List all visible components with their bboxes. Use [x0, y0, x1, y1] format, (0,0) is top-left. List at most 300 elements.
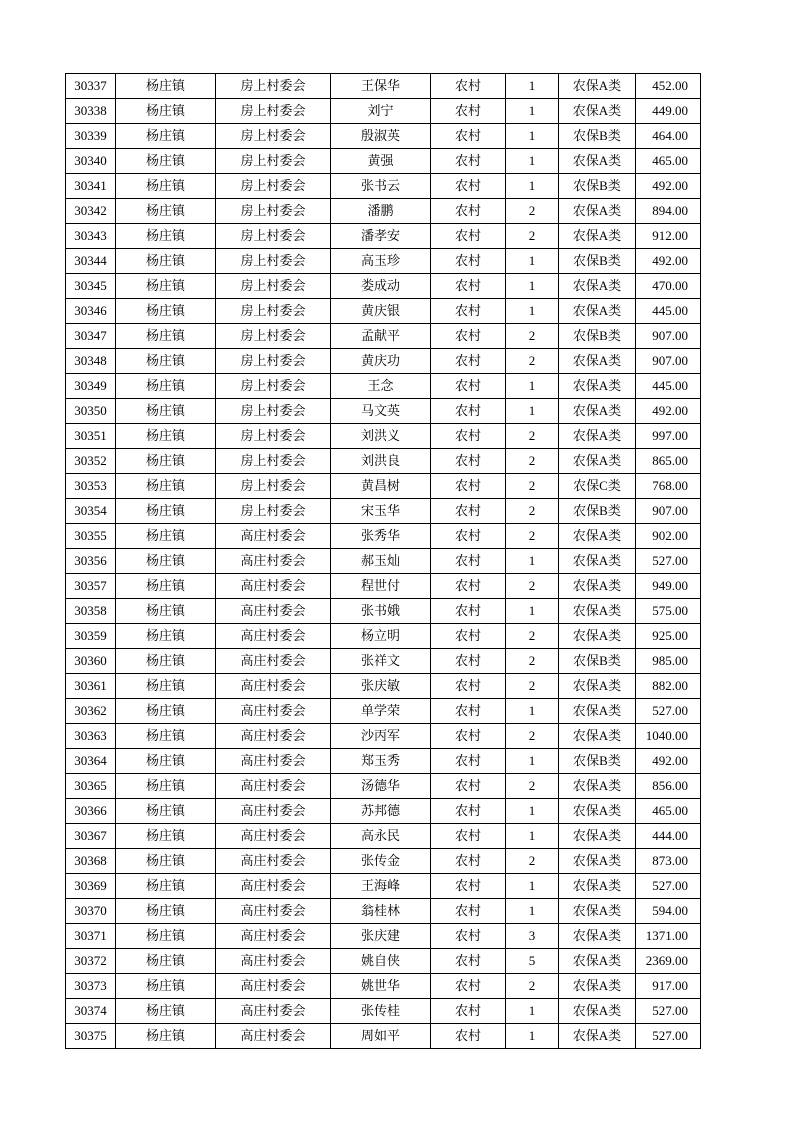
cell-village-committee: 房上村委会 [216, 224, 331, 249]
cell-person-count: 1 [506, 899, 559, 924]
cell-name: 王海峰 [331, 874, 431, 899]
cell-amount: 873.00 [636, 849, 701, 874]
cell-town: 杨庄镇 [116, 874, 216, 899]
table-row [66, 599, 701, 624]
cell-town: 杨庄镇 [116, 599, 216, 624]
cell-town: 杨庄镇 [116, 99, 216, 124]
cell-insurance-category: 农保A类 [559, 599, 636, 624]
cell-id: 30347 [66, 324, 116, 349]
cell-residence-type: 农村 [431, 349, 506, 374]
cell-residence-type: 农村 [431, 974, 506, 999]
cell-village-committee: 房上村委会 [216, 324, 331, 349]
cell-name: 张传金 [331, 849, 431, 874]
cell-residence-type: 农村 [431, 999, 506, 1024]
cell-insurance-category: 农保A类 [559, 424, 636, 449]
table-row [66, 449, 701, 474]
cell-town: 杨庄镇 [116, 499, 216, 524]
cell-name: 张秀华 [331, 524, 431, 549]
cell-town: 杨庄镇 [116, 624, 216, 649]
cell-insurance-category: 农保A类 [559, 874, 636, 899]
cell-residence-type: 农村 [431, 99, 506, 124]
cell-name: 潘鹏 [331, 199, 431, 224]
cell-village-committee: 房上村委会 [216, 499, 331, 524]
cell-town: 杨庄镇 [116, 649, 216, 674]
table-row [66, 999, 701, 1024]
cell-residence-type: 农村 [431, 1024, 506, 1049]
cell-id: 30354 [66, 499, 116, 524]
cell-id: 30362 [66, 699, 116, 724]
cell-village-committee: 房上村委会 [216, 174, 331, 199]
cell-town: 杨庄镇 [116, 274, 216, 299]
cell-insurance-category: 农保A类 [559, 949, 636, 974]
cell-amount: 949.00 [636, 574, 701, 599]
cell-amount: 912.00 [636, 224, 701, 249]
cell-name: 王保华 [331, 74, 431, 99]
cell-person-count: 2 [506, 674, 559, 699]
cell-insurance-category: 农保B类 [559, 174, 636, 199]
cell-insurance-category: 农保B类 [559, 249, 636, 274]
cell-name: 张书娥 [331, 599, 431, 624]
cell-residence-type: 农村 [431, 949, 506, 974]
cell-town: 杨庄镇 [116, 249, 216, 274]
cell-id: 30353 [66, 474, 116, 499]
cell-insurance-category: 农保A类 [559, 199, 636, 224]
cell-person-count: 2 [506, 649, 559, 674]
cell-amount: 445.00 [636, 299, 701, 324]
cell-person-count: 1 [506, 99, 559, 124]
cell-residence-type: 农村 [431, 224, 506, 249]
cell-id: 30343 [66, 224, 116, 249]
cell-village-committee: 高庄村委会 [216, 774, 331, 799]
cell-person-count: 2 [506, 224, 559, 249]
cell-amount: 768.00 [636, 474, 701, 499]
cell-town: 杨庄镇 [116, 74, 216, 99]
table-row [66, 549, 701, 574]
cell-id: 30363 [66, 724, 116, 749]
cell-amount: 527.00 [636, 549, 701, 574]
table-row [66, 524, 701, 549]
cell-name: 黄强 [331, 149, 431, 174]
cell-amount: 470.00 [636, 274, 701, 299]
cell-residence-type: 农村 [431, 749, 506, 774]
cell-person-count: 1 [506, 299, 559, 324]
cell-name: 周如平 [331, 1024, 431, 1049]
cell-insurance-category: 农保A类 [559, 449, 636, 474]
cell-amount: 575.00 [636, 599, 701, 624]
cell-amount: 492.00 [636, 174, 701, 199]
cell-residence-type: 农村 [431, 774, 506, 799]
cell-person-count: 1 [506, 999, 559, 1024]
cell-insurance-category: 农保B类 [559, 499, 636, 524]
cell-town: 杨庄镇 [116, 1024, 216, 1049]
cell-person-count: 1 [506, 249, 559, 274]
cell-insurance-category: 农保A类 [559, 149, 636, 174]
cell-amount: 527.00 [636, 1024, 701, 1049]
cell-village-committee: 房上村委会 [216, 299, 331, 324]
cell-residence-type: 农村 [431, 574, 506, 599]
table-row [66, 674, 701, 699]
cell-amount: 902.00 [636, 524, 701, 549]
cell-amount: 492.00 [636, 749, 701, 774]
cell-insurance-category: 农保A类 [559, 724, 636, 749]
cell-name: 翁桂林 [331, 899, 431, 924]
cell-insurance-category: 农保B类 [559, 324, 636, 349]
cell-name: 单学荣 [331, 699, 431, 724]
cell-person-count: 1 [506, 399, 559, 424]
cell-person-count: 2 [506, 974, 559, 999]
cell-id: 30364 [66, 749, 116, 774]
cell-id: 30342 [66, 199, 116, 224]
cell-id: 30367 [66, 824, 116, 849]
cell-town: 杨庄镇 [116, 324, 216, 349]
cell-insurance-category: 农保A类 [559, 774, 636, 799]
cell-residence-type: 农村 [431, 249, 506, 274]
cell-id: 30374 [66, 999, 116, 1024]
cell-insurance-category: 农保A类 [559, 674, 636, 699]
cell-person-count: 1 [506, 74, 559, 99]
cell-amount: 856.00 [636, 774, 701, 799]
table-row [66, 774, 701, 799]
cell-town: 杨庄镇 [116, 574, 216, 599]
cell-village-committee: 高庄村委会 [216, 524, 331, 549]
cell-residence-type: 农村 [431, 199, 506, 224]
cell-village-committee: 高庄村委会 [216, 799, 331, 824]
cell-name: 刘洪义 [331, 424, 431, 449]
cell-name: 高永民 [331, 824, 431, 849]
cell-amount: 894.00 [636, 199, 701, 224]
cell-residence-type: 农村 [431, 424, 506, 449]
cell-name: 张庆建 [331, 924, 431, 949]
cell-residence-type: 农村 [431, 624, 506, 649]
cell-residence-type: 农村 [431, 274, 506, 299]
cell-id: 30344 [66, 249, 116, 274]
cell-village-committee: 房上村委会 [216, 74, 331, 99]
cell-person-count: 1 [506, 374, 559, 399]
cell-town: 杨庄镇 [116, 924, 216, 949]
cell-insurance-category: 农保A类 [559, 99, 636, 124]
table-sheet [65, 73, 701, 1049]
cell-amount: 527.00 [636, 874, 701, 899]
cell-insurance-category: 农保A类 [559, 374, 636, 399]
cell-village-committee: 房上村委会 [216, 349, 331, 374]
cell-amount: 449.00 [636, 99, 701, 124]
cell-village-committee: 房上村委会 [216, 424, 331, 449]
cell-amount: 865.00 [636, 449, 701, 474]
cell-town: 杨庄镇 [116, 524, 216, 549]
cell-village-committee: 房上村委会 [216, 249, 331, 274]
cell-name: 苏邦德 [331, 799, 431, 824]
cell-town: 杨庄镇 [116, 849, 216, 874]
cell-person-count: 1 [506, 699, 559, 724]
cell-name: 张传桂 [331, 999, 431, 1024]
cell-village-committee: 高庄村委会 [216, 1024, 331, 1049]
benefits-table [65, 73, 701, 1049]
cell-id: 30373 [66, 974, 116, 999]
cell-insurance-category: 农保A类 [559, 699, 636, 724]
cell-residence-type: 农村 [431, 849, 506, 874]
cell-amount: 464.00 [636, 124, 701, 149]
cell-residence-type: 农村 [431, 924, 506, 949]
cell-residence-type: 农村 [431, 899, 506, 924]
cell-name: 宋玉华 [331, 499, 431, 524]
cell-person-count: 2 [506, 474, 559, 499]
cell-id: 30355 [66, 524, 116, 549]
cell-name: 刘宁 [331, 99, 431, 124]
table-row [66, 224, 701, 249]
cell-id: 30372 [66, 949, 116, 974]
cell-town: 杨庄镇 [116, 224, 216, 249]
cell-village-committee: 房上村委会 [216, 274, 331, 299]
cell-name: 姚自侠 [331, 949, 431, 974]
cell-id: 30366 [66, 799, 116, 824]
cell-town: 杨庄镇 [116, 399, 216, 424]
cell-residence-type: 农村 [431, 74, 506, 99]
cell-amount: 594.00 [636, 899, 701, 924]
cell-residence-type: 农村 [431, 149, 506, 174]
cell-person-count: 1 [506, 799, 559, 824]
cell-village-committee: 高庄村委会 [216, 949, 331, 974]
cell-village-committee: 房上村委会 [216, 449, 331, 474]
cell-residence-type: 农村 [431, 549, 506, 574]
cell-town: 杨庄镇 [116, 774, 216, 799]
table-row [66, 274, 701, 299]
cell-name: 沙丙军 [331, 724, 431, 749]
cell-village-committee: 房上村委会 [216, 399, 331, 424]
cell-insurance-category: 农保A类 [559, 974, 636, 999]
cell-insurance-category: 农保A类 [559, 999, 636, 1024]
cell-insurance-category: 农保C类 [559, 474, 636, 499]
cell-id: 30337 [66, 74, 116, 99]
cell-village-committee: 高庄村委会 [216, 649, 331, 674]
cell-id: 30369 [66, 874, 116, 899]
cell-person-count: 1 [506, 124, 559, 149]
cell-person-count: 1 [506, 549, 559, 574]
cell-insurance-category: 农保A类 [559, 349, 636, 374]
cell-id: 30348 [66, 349, 116, 374]
table-row [66, 499, 701, 524]
cell-village-committee: 高庄村委会 [216, 549, 331, 574]
cell-amount: 444.00 [636, 824, 701, 849]
cell-person-count: 2 [506, 449, 559, 474]
cell-name: 汤德华 [331, 774, 431, 799]
cell-town: 杨庄镇 [116, 949, 216, 974]
cell-person-count: 2 [506, 324, 559, 349]
cell-village-committee: 房上村委会 [216, 99, 331, 124]
cell-amount: 917.00 [636, 974, 701, 999]
cell-town: 杨庄镇 [116, 549, 216, 574]
cell-residence-type: 农村 [431, 649, 506, 674]
cell-amount: 1371.00 [636, 924, 701, 949]
cell-person-count: 1 [506, 749, 559, 774]
cell-residence-type: 农村 [431, 124, 506, 149]
cell-id: 30346 [66, 299, 116, 324]
cell-village-committee: 高庄村委会 [216, 574, 331, 599]
cell-person-count: 2 [506, 424, 559, 449]
cell-village-committee: 高庄村委会 [216, 874, 331, 899]
cell-residence-type: 农村 [431, 724, 506, 749]
cell-insurance-category: 农保A类 [559, 824, 636, 849]
cell-town: 杨庄镇 [116, 749, 216, 774]
cell-insurance-category: 农保A类 [559, 74, 636, 99]
table-row [66, 124, 701, 149]
cell-person-count: 1 [506, 824, 559, 849]
cell-insurance-category: 农保A类 [559, 799, 636, 824]
cell-amount: 465.00 [636, 799, 701, 824]
cell-name: 刘洪良 [331, 449, 431, 474]
cell-village-committee: 高庄村委会 [216, 899, 331, 924]
cell-village-committee: 房上村委会 [216, 199, 331, 224]
cell-residence-type: 农村 [431, 174, 506, 199]
cell-name: 娄成动 [331, 274, 431, 299]
cell-residence-type: 农村 [431, 699, 506, 724]
table-row [66, 724, 701, 749]
table-row [66, 574, 701, 599]
table-row [66, 324, 701, 349]
cell-insurance-category: 农保B类 [559, 749, 636, 774]
cell-village-committee: 高庄村委会 [216, 749, 331, 774]
cell-id: 30357 [66, 574, 116, 599]
cell-amount: 527.00 [636, 999, 701, 1024]
cell-name: 郑玉秀 [331, 749, 431, 774]
table-row [66, 299, 701, 324]
cell-town: 杨庄镇 [116, 674, 216, 699]
cell-insurance-category: 农保A类 [559, 299, 636, 324]
table-row [66, 349, 701, 374]
cell-id: 30352 [66, 449, 116, 474]
cell-amount: 1040.00 [636, 724, 701, 749]
cell-amount: 2369.00 [636, 949, 701, 974]
table-row [66, 374, 701, 399]
cell-person-count: 1 [506, 874, 559, 899]
table-row [66, 149, 701, 174]
cell-id: 30368 [66, 849, 116, 874]
table-row [66, 699, 701, 724]
table-row [66, 799, 701, 824]
cell-town: 杨庄镇 [116, 899, 216, 924]
cell-village-committee: 房上村委会 [216, 149, 331, 174]
cell-name: 姚世华 [331, 974, 431, 999]
cell-residence-type: 农村 [431, 599, 506, 624]
cell-name: 马文英 [331, 399, 431, 424]
cell-name: 程世付 [331, 574, 431, 599]
cell-town: 杨庄镇 [116, 199, 216, 224]
cell-insurance-category: 农保A类 [559, 224, 636, 249]
cell-residence-type: 农村 [431, 499, 506, 524]
cell-person-count: 2 [506, 499, 559, 524]
cell-amount: 492.00 [636, 249, 701, 274]
cell-id: 30371 [66, 924, 116, 949]
table-row [66, 399, 701, 424]
cell-residence-type: 农村 [431, 799, 506, 824]
cell-person-count: 1 [506, 599, 559, 624]
cell-amount: 907.00 [636, 324, 701, 349]
cell-town: 杨庄镇 [116, 174, 216, 199]
cell-village-committee: 高庄村委会 [216, 699, 331, 724]
table-row [66, 924, 701, 949]
cell-residence-type: 农村 [431, 449, 506, 474]
cell-village-committee: 高庄村委会 [216, 999, 331, 1024]
cell-id: 30358 [66, 599, 116, 624]
cell-village-committee: 高庄村委会 [216, 824, 331, 849]
cell-village-committee: 高庄村委会 [216, 974, 331, 999]
cell-name: 王念 [331, 374, 431, 399]
cell-town: 杨庄镇 [116, 149, 216, 174]
table-row [66, 874, 701, 899]
cell-id: 30339 [66, 124, 116, 149]
cell-town: 杨庄镇 [116, 474, 216, 499]
cell-village-committee: 高庄村委会 [216, 674, 331, 699]
cell-person-count: 1 [506, 149, 559, 174]
cell-id: 30351 [66, 424, 116, 449]
cell-id: 30360 [66, 649, 116, 674]
table-row [66, 99, 701, 124]
cell-person-count: 2 [506, 574, 559, 599]
cell-insurance-category: 农保A类 [559, 549, 636, 574]
table-row [66, 974, 701, 999]
cell-id: 30361 [66, 674, 116, 699]
cell-person-count: 2 [506, 349, 559, 374]
cell-person-count: 5 [506, 949, 559, 974]
cell-id: 30359 [66, 624, 116, 649]
cell-residence-type: 农村 [431, 874, 506, 899]
cell-village-committee: 房上村委会 [216, 474, 331, 499]
table-row [66, 649, 701, 674]
cell-person-count: 1 [506, 1024, 559, 1049]
cell-town: 杨庄镇 [116, 349, 216, 374]
cell-amount: 925.00 [636, 624, 701, 649]
cell-person-count: 1 [506, 274, 559, 299]
cell-amount: 492.00 [636, 399, 701, 424]
cell-residence-type: 农村 [431, 299, 506, 324]
cell-residence-type: 农村 [431, 374, 506, 399]
cell-id: 30370 [66, 899, 116, 924]
cell-town: 杨庄镇 [116, 374, 216, 399]
cell-name: 杨立明 [331, 624, 431, 649]
cell-name: 潘孝安 [331, 224, 431, 249]
cell-town: 杨庄镇 [116, 299, 216, 324]
cell-amount: 985.00 [636, 649, 701, 674]
cell-town: 杨庄镇 [116, 449, 216, 474]
cell-amount: 907.00 [636, 499, 701, 524]
cell-village-committee: 高庄村委会 [216, 724, 331, 749]
cell-id: 30341 [66, 174, 116, 199]
cell-village-committee: 房上村委会 [216, 124, 331, 149]
cell-residence-type: 农村 [431, 474, 506, 499]
cell-amount: 445.00 [636, 374, 701, 399]
cell-person-count: 3 [506, 924, 559, 949]
cell-residence-type: 农村 [431, 824, 506, 849]
cell-name: 殷淑英 [331, 124, 431, 149]
cell-insurance-category: 农保A类 [559, 274, 636, 299]
cell-person-count: 2 [506, 724, 559, 749]
cell-insurance-category: 农保A类 [559, 899, 636, 924]
cell-name: 高玉珍 [331, 249, 431, 274]
cell-insurance-category: 农保A类 [559, 524, 636, 549]
cell-amount: 527.00 [636, 699, 701, 724]
table-row [66, 899, 701, 924]
cell-id: 30350 [66, 399, 116, 424]
cell-person-count: 1 [506, 174, 559, 199]
cell-id: 30345 [66, 274, 116, 299]
cell-insurance-category: 农保B类 [559, 649, 636, 674]
cell-insurance-category: 农保B类 [559, 124, 636, 149]
cell-residence-type: 农村 [431, 399, 506, 424]
table-row [66, 849, 701, 874]
cell-person-count: 2 [506, 624, 559, 649]
table-row [66, 824, 701, 849]
cell-name: 黄昌树 [331, 474, 431, 499]
cell-amount: 907.00 [636, 349, 701, 374]
